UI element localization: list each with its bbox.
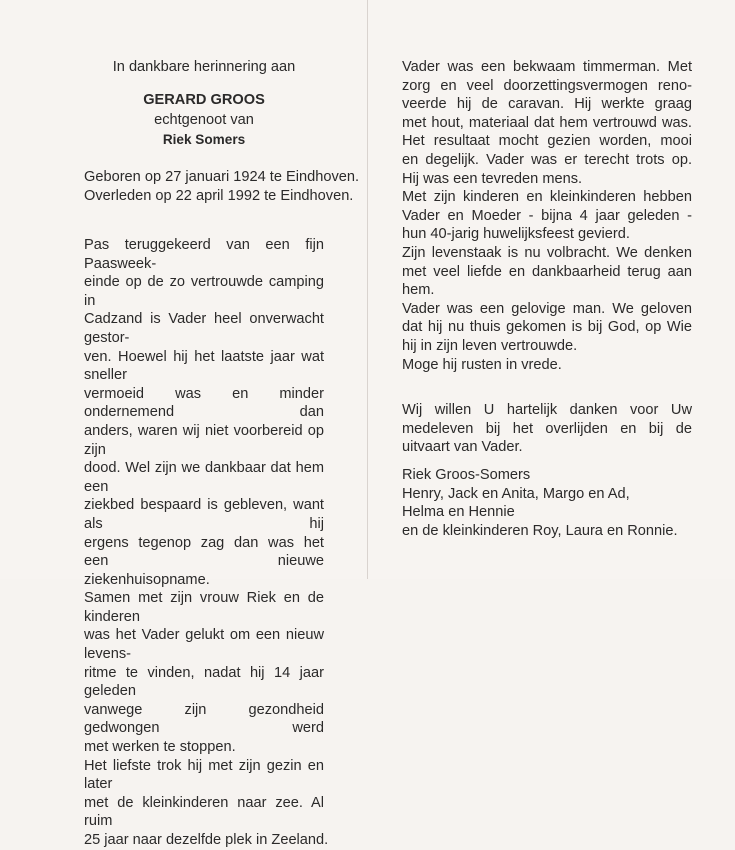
text-line: Vader en Moeder - bijna 4 jaar geleden - — [402, 207, 692, 224]
text-line: veerde hij de caravan. Hij werkte graag — [402, 96, 692, 113]
text-line: Zijn levenstaak is nu volbracht. We denken — [402, 244, 692, 261]
text-line: met werken te stoppen. — [84, 739, 236, 756]
text-line: anders, waren wij niet voorbereid op zijn — [84, 422, 324, 458]
text-line: ziekenhuisopname. — [84, 571, 210, 588]
text-line: hij in zijn leven vertrouwde. — [402, 337, 578, 354]
left-page — [84, 0, 360, 848]
dates-block — [84, 168, 360, 205]
text-line: 25 jaar naar dezelfde plek in Zeeland. — [84, 832, 329, 848]
text-line: Wij willen U hartelijk danken voor Uw — [402, 402, 692, 418]
text-line: dat hij nu thuis gekomen is bij God, op Wie — [402, 319, 692, 336]
text-line: Het resultaat mocht gezien worden, mooi — [402, 133, 692, 150]
text-line: dood. Wel zijn we dankbaar dat hem een — [84, 460, 324, 495]
text-line: met veel liefde en dankbaarheid terug aan — [402, 263, 692, 280]
deceased-name: GERARD GROOS — [143, 92, 265, 108]
text-line: vermoeid was en minder ondernemend dan — [84, 385, 324, 421]
text-line: ziekbed bespaard is gebleven, want als hij — [84, 497, 324, 532]
text-line: uitvaart van Vader. — [402, 439, 523, 456]
birth-line: Geboren op 27 januari 1924 te Eindhoven. — [84, 169, 360, 185]
signatory-line: Helma en Hennie — [402, 504, 515, 521]
spouse-label: echtgenoot van — [154, 112, 254, 128]
text-line: hem. — [402, 282, 435, 299]
text-line: Vader was een gelovige man. We geloven — [402, 300, 692, 317]
text-line: zorg en veel doorzettingsvermogen reno- — [402, 77, 692, 94]
spouse-name: Riek Somers — [162, 132, 246, 147]
text-line: medeleven bij het overlijden en bij de — [402, 420, 692, 437]
right-paragraph — [402, 58, 692, 374]
thanks-paragraph — [402, 401, 692, 457]
text-line: Hij was een tevreden mens. — [402, 170, 583, 187]
signatories — [402, 466, 692, 540]
signatory-line: Henry, Jack en Anita, Margo en Ad, — [402, 485, 630, 502]
text-line: en degelijk. Vader was er terecht trots op. — [402, 151, 692, 168]
signatory-line: Riek Groos-Somers — [402, 467, 531, 483]
text-line: met de kleinkinderen naar zee. Al ruim — [84, 794, 324, 830]
text-line: vanwege zijn gezondheid gedwongen werd — [84, 701, 324, 737]
intro-text: In dankbare herinnering aan — [112, 59, 296, 75]
right-page — [402, 0, 692, 579]
text-line: Pas teruggekeerd van een fijn Paasweek- — [84, 237, 324, 272]
text-line: Samen met zijn vrouw Riek en de kinderen — [84, 590, 324, 625]
text-line: Vader was een bekwaam timmerman. Met — [402, 59, 692, 75]
left-paragraph — [84, 236, 329, 850]
text-line: einde op de zo vertrouwde camping in — [84, 274, 324, 309]
text-line: Het liefste trok hij met zijn gezin en later — [84, 757, 324, 793]
text-line: Met zijn kinderen en kleinkinderen hebben — [402, 189, 692, 206]
text-line: met hout, materiaal dat hem vertrouwd was. — [402, 114, 692, 131]
text-line: was het Vader gelukt om een nieuw levens- — [84, 627, 324, 663]
text-line: ven. Hoewel hij het laatste jaar wat sneller — [84, 348, 324, 384]
text-line: ergens tegenop zag dan was het een nieuwe — [84, 534, 324, 570]
signatory-line: en de kleinkinderen Roy, Laura en Ronnie. — [402, 522, 678, 539]
text-line: ritme te vinden, nadat hij 14 jaar geleden — [84, 664, 324, 700]
fold-line — [367, 0, 368, 579]
death-line: Overleden op 22 april 1992 te Eindhoven. — [84, 187, 354, 204]
text-line: Cadzand is Vader heel onverwacht gestor- — [84, 311, 324, 346]
text-line: Moge hij rusten in vrede. — [402, 356, 562, 373]
text-line: hun 40-jarig huwelijksfeest gevierd. — [402, 226, 630, 243]
